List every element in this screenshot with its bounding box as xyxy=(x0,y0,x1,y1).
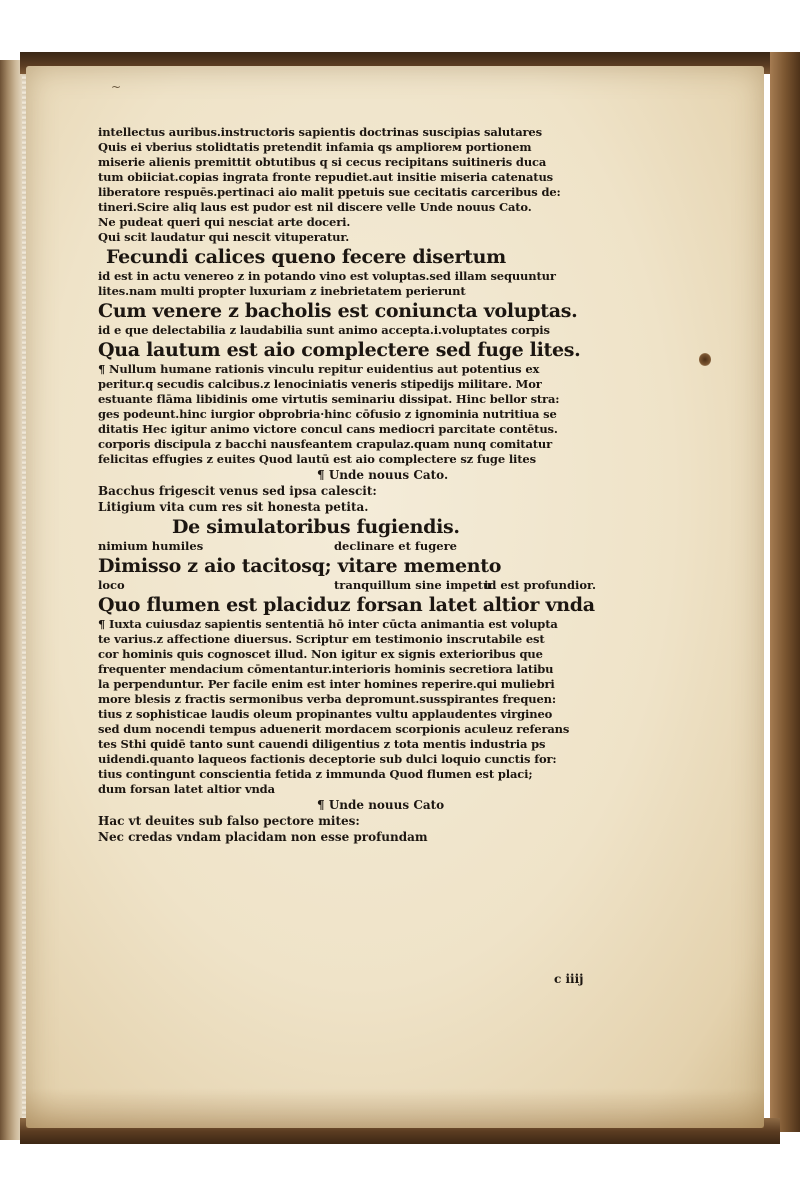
body-line: te varius.z affectione diuersus. Scriptur em testimonio inscrutabile est xyxy=(98,632,545,646)
body-line: felicitas effugies z euites Quod lautū est aio complectere sz fuge lites xyxy=(98,452,536,466)
page-gutter-left xyxy=(0,60,26,1140)
passage-line: intellectus auribus.instructoris sapientis doctrinas suscipias salutares xyxy=(98,125,542,139)
board-edge-right xyxy=(770,52,800,1132)
passage-line: liberatore respuēs.pertinaci aio malit ppetuis sue cecitatis carceribus de: xyxy=(98,185,561,199)
gloss-middle: tranquillum sine impetu xyxy=(334,578,492,592)
body-line: sed dum nocendi tempus aduenerit mordacem scorpionis aculeuz referans xyxy=(98,722,570,736)
cato-note-label: Unde nouus Cato. xyxy=(328,468,449,482)
gloss-line: lites.nam multi propter luxuriam z inebrietatem perierunt xyxy=(98,284,466,298)
passage-line: Ne pudeat queri qui nesciat arte doceri. xyxy=(98,215,351,229)
body-line: peritur.q secudis calcibus.z lenociniatis veneris stipedijs militare. Mor xyxy=(98,377,542,391)
marginal-tick: ~ xyxy=(111,80,122,94)
passage-line: tineri.Scire aliq laus est pudor est nil discere velle Unde nouus Cato. xyxy=(98,200,532,214)
pilcrow-icon: ¶ xyxy=(317,798,329,812)
gloss-left: nimium humiles xyxy=(98,539,204,553)
gloss-line: id e que delectabilia z laudabilia sunt animo accepta.i.voluptates corpis xyxy=(98,323,550,337)
body-line: la perpenduntur. Per facile enim est inter homines reperire.qui muliebri xyxy=(98,677,555,691)
verse-heading-cum-venere: Cum venere z bacholis est coniuncta voluptas. xyxy=(98,300,578,322)
gloss-row xyxy=(98,539,688,554)
verse-line: Litigium vita cum res sit honesta petita. xyxy=(98,500,369,514)
body-line: ¶ Nullum humane rationis vinculu repitur euidentius aut potentius ex xyxy=(98,362,540,376)
worm-hole xyxy=(699,353,711,366)
verse-line: Bacchus frigescit venus sed ipsa calescit: xyxy=(98,484,377,498)
body-line: corporis discipula z bacchi nausfeantem crapulaz.quam nunq comitatur xyxy=(98,437,553,451)
body-line: cor hominis quis cognoscet illud. Non igitur ex signis exterioribus que xyxy=(98,647,543,661)
body-line: more blesis z fractis sermonibus verba depromunt.susspirantes frequen: xyxy=(98,692,556,706)
body-line: frequenter mendacium cōmentantur.interioris hominis secretiora latibu xyxy=(98,662,554,676)
verse-heading-quo-flumen: Quo flumen est placiduz forsan latet altior vnda xyxy=(98,594,595,616)
passage-line: miserie alienis premittit obtutibus q si cecus recipitans suitineris duca xyxy=(98,155,547,169)
verse-heading-fecundi: Fecundi calices queno fecere disertum xyxy=(106,246,506,268)
body-line: ditatis Hec igitur animo victore concul cans mediocri parcitate contētus. xyxy=(98,422,558,436)
passage-line: tum obiiciat.copias ingrata fronte repudiet.aut insitie miseria catenatus xyxy=(98,170,553,184)
body-line: ges podeunt.hinc iurgior obprobria·hinc cōfusio z ignominia nutritiua se xyxy=(98,407,557,421)
gloss-right: id est profundior. xyxy=(484,578,597,592)
body-line: tes Sthi quidē tanto sunt cauendi diligentius z tota mentis industria ps xyxy=(98,737,546,751)
verse-line: Nec credas vndam placidam non esse profundam xyxy=(98,830,428,844)
body-line: estuante flāma libidinis ome virtutis seminariu dissipat. Hinc bellor stra: xyxy=(98,392,560,406)
body-line: dum forsan latet altior vnda xyxy=(98,782,275,796)
gloss-line: id est in actu venereo z in potando vino est voluptas.sed illam sequuntur xyxy=(98,269,556,283)
cato-note xyxy=(98,797,688,813)
signature-mark: c iiij xyxy=(554,972,584,986)
body-line: tius z sophisticae laudis oleum propinantes vultu applaudentes virgineo xyxy=(98,707,553,721)
gloss-left: loco xyxy=(98,578,125,592)
chapter-heading-simulatoribus: De simulatoribus fugiendis. xyxy=(172,516,460,538)
gloss-row xyxy=(98,578,688,593)
body-line: tius contingunt conscientia fetida z immunda Quod flumen est placi; xyxy=(98,767,533,781)
verse-line: Hac vt deuites sub falso pectore mites: xyxy=(98,814,360,828)
body-line: uidendi.quanto laqueos factionis deceptorie sub dulci loquio cunctis for: xyxy=(98,752,557,766)
passage-line: Quis ei vberius stolidtatis pretendit infamia qs amplioreм portionem xyxy=(98,140,532,154)
cato-note-label: Unde nouus Cato xyxy=(328,798,445,812)
verse-heading-dimisso: Dimisso z aio tacitosq; vitare memento xyxy=(98,555,502,577)
cato-note xyxy=(98,467,688,483)
verse-heading-qua-lautum: Qua lautum est aio complectere sed fuge lites. xyxy=(98,339,581,361)
gloss-right: declinare et fugere xyxy=(334,539,457,553)
body-line: ¶ Iuxta cuiusdaz sapientis sententiā hō inter cūcta animantia est volupta xyxy=(98,617,558,631)
passage-line: Qui scit laudatur qui nescit vituperatur. xyxy=(98,230,350,244)
pilcrow-icon: ¶ xyxy=(317,468,329,482)
text-block xyxy=(98,125,688,845)
